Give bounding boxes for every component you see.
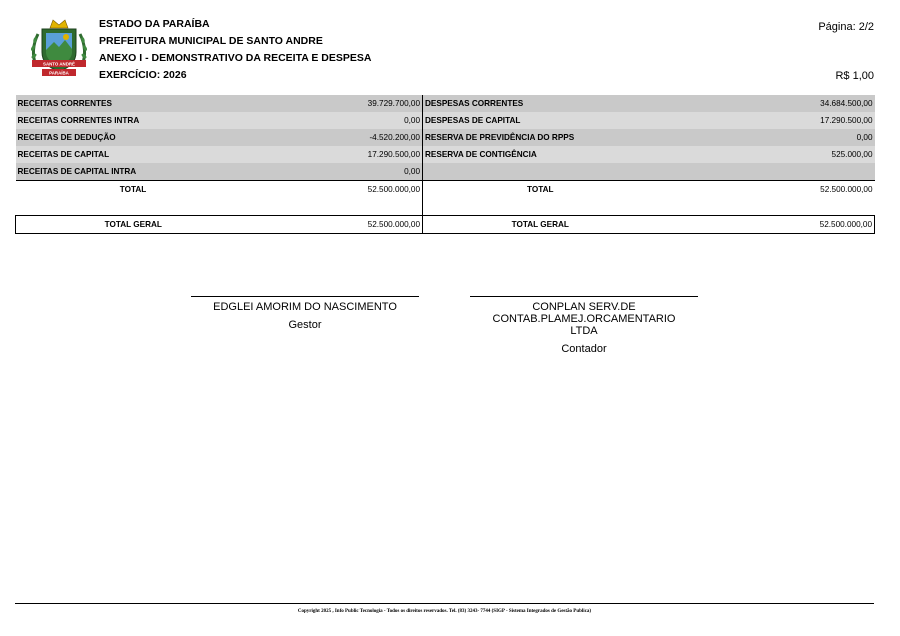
left-value: 39.729.700,00 — [251, 95, 423, 112]
right-label: DESPESAS CORRENTES — [423, 95, 658, 112]
municipal-crest-icon — [28, 16, 90, 80]
left-geral-value: 52.500.000,00 — [251, 216, 423, 234]
footer-divider — [15, 603, 874, 604]
right-label — [423, 163, 658, 181]
right-value — [658, 163, 875, 181]
left-value: 0,00 — [251, 163, 423, 181]
table-row — [16, 95, 875, 112]
left-value: 17.290.500,00 — [251, 146, 423, 163]
table-row — [16, 163, 875, 181]
right-total-label: TOTAL — [423, 181, 658, 199]
total-geral-row — [16, 216, 875, 234]
left-geral-label: TOTAL GERAL — [16, 216, 251, 234]
report-header — [99, 16, 371, 84]
right-value: 17.290.500,00 — [658, 112, 875, 129]
right-label: RESERVA DE CONTIGÊNCIA — [423, 146, 658, 163]
crest-ribbon-top: SANTO ANDRÉ — [43, 61, 75, 67]
left-total-value: 52.500.000,00 — [251, 181, 423, 199]
right-total-value: 52.500.000,00 — [658, 181, 875, 199]
signature-line — [191, 296, 419, 297]
page-number: Página: 2/2 — [818, 21, 874, 33]
total-row — [16, 181, 875, 199]
right-value: 0,00 — [658, 129, 875, 146]
signature-contador — [470, 296, 698, 355]
left-label: RECEITAS DE CAPITAL INTRA — [16, 163, 251, 181]
left-label: RECEITAS DE DEDUÇÃO — [16, 129, 251, 146]
left-value: 0,00 — [251, 112, 423, 129]
signature-name: CONPLAN SERV.DE CONTAB.PLAMEJ.ORCAMENTARIO LTDA — [492, 301, 676, 337]
state-title: ESTADO DA PARAÍBA — [99, 18, 210, 30]
signature-role: Gestor — [288, 319, 322, 331]
table-row — [16, 112, 875, 129]
signature-line — [470, 296, 698, 297]
left-label: RECEITAS CORRENTES — [16, 95, 251, 112]
signature-name: EDGLEI AMORIM DO NASCIMENTO — [213, 301, 397, 313]
right-label: RESERVA DE PREVIDÊNCIA DO RPPS — [423, 129, 658, 146]
left-total-label: TOTAL — [16, 181, 251, 199]
left-value: -4.520.200,00 — [251, 129, 423, 146]
spacer-row — [16, 198, 875, 216]
revenue-expense-table — [15, 95, 875, 234]
table-row — [16, 146, 875, 163]
currency-unit: R$ 1,00 — [835, 70, 874, 82]
left-label: RECEITAS CORRENTES INTRA — [16, 112, 251, 129]
right-label: DESPESAS DE CAPITAL — [423, 112, 658, 129]
left-label: RECEITAS DE CAPITAL — [16, 146, 251, 163]
prefecture-title: PREFEITURA MUNICIPAL DE SANTO ANDRE — [99, 35, 323, 47]
annex-title: ANEXO I - DEMONSTRATIVO DA RECEITA E DESPESA — [99, 52, 372, 64]
right-value: 34.684.500,00 — [658, 95, 875, 112]
right-geral-value: 52.500.000,00 — [658, 216, 875, 234]
signature-role: Contador — [561, 343, 607, 355]
exercise-label: EXERCÍCIO: 2026 — [99, 69, 187, 81]
crest-ribbon-bottom: PARAÍBA — [49, 70, 69, 76]
signature-gestor — [191, 296, 419, 331]
table-row — [16, 129, 875, 146]
copyright-footer: Copyright 2025 , Info Public Tecnologia - Todos os direitos reservados. Tel. (83) 3243- 7744 (SIGP - Sistema Integrados de Gestão Publica) — [297, 609, 592, 614]
right-value: 525.000,00 — [658, 146, 875, 163]
right-geral-label: TOTAL GERAL — [423, 216, 658, 234]
